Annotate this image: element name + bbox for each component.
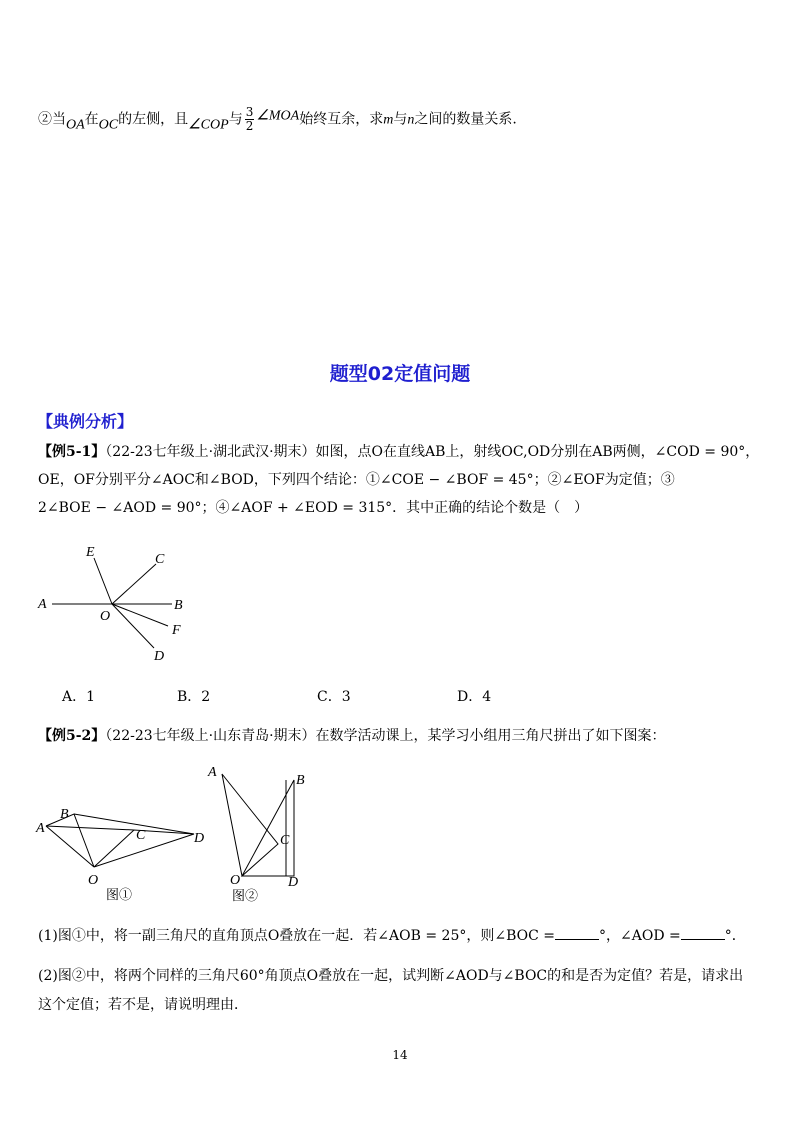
label-f: F [172,623,181,638]
example-tag: 【例5-1】 [38,444,106,460]
figure-2-caption: 图② [232,889,259,902]
label-c: C [280,833,290,848]
edge-ac [46,826,134,830]
label-b: B [296,773,305,788]
fraction: $\frac{3}{2}$ [245,105,254,133]
label-c: C [155,552,165,567]
label-d: D [288,875,299,890]
ray-of [112,604,168,626]
example-1-figure [30,540,200,665]
example-1-line-3: 2∠BOE − ∠AOD = 90°；④∠AOF + ∠EOD = 315°．其中正确的结论个数是（ ） [38,500,589,516]
label-c: C [136,828,146,843]
question-2-line-2: 这个定值；若不是，请说明理由． [38,997,248,1013]
triangle-oab [46,814,94,867]
label-o: O [100,609,111,624]
example-2-figure-1 [30,800,210,905]
label-b: B [60,807,69,822]
example-1-line-2: OE，OF分别平分∠AOC和∠BOD，下列四个结论：①∠COE − ∠BOF = 45°；②∠EOF为定值；③ [38,472,675,488]
ray-oe [94,558,112,604]
example-tag: 【例5-2】 [38,728,106,744]
page-number: 14 [392,1048,408,1062]
label-e: E [86,545,95,560]
example-2-figure-2 [200,762,320,902]
label-o: O [88,873,99,888]
label-d: D [154,649,165,664]
subsection-title: 【典例分析】 [37,412,134,431]
label-o: O [230,873,241,888]
option-c: C．3 [317,689,351,705]
question-2-line-1: (2)图②中，将两个同样的三角尺60°角顶点O叠放在一起，试判断∠AOD与∠BOC的和是否为定值？若是，请求出 [38,968,744,984]
option-a: A．1 [62,689,96,705]
example-1-line-1: 【例5-1】（22-23七年级上·湖北武汉·期末）如图，点O在直线AB上，射线OC,OD分别在AB两侧，∠COD = 90°， [38,444,760,460]
edge-bd [74,814,194,834]
label-a: A [36,821,45,836]
section-title: 题型02定值问题 [329,363,471,385]
label-a: A [208,765,217,780]
label-d: D [194,831,205,846]
ray-od [112,604,154,648]
answer-blank-aod[interactable] [681,925,725,940]
option-b: B．2 [177,689,211,705]
label-a: A [38,597,47,612]
figure-1-caption: 图① [106,888,133,903]
question-1: (1)图①中，将一副三角尺的直角顶点O叠放在一起．若∠AOB = 25°，则∠BOC = °，∠AOD = °． [38,925,746,946]
continued-question-line: ②当OA在OC的左侧，且∠COP与 $\frac{3}{2}$ ∠MOA始终互余，求m与n之间的数量关系. [38,105,517,133]
label-b: B [174,598,183,613]
example-2-line-1: 【例5-2】（22-23七年级上·山东青岛·期末）在数学活动课上，某学习小组用三角尺拼出了如下图案： [38,728,666,744]
answer-blank-boc[interactable] [555,925,599,940]
ray-oc [112,564,156,604]
option-d: D．4 [457,689,492,705]
